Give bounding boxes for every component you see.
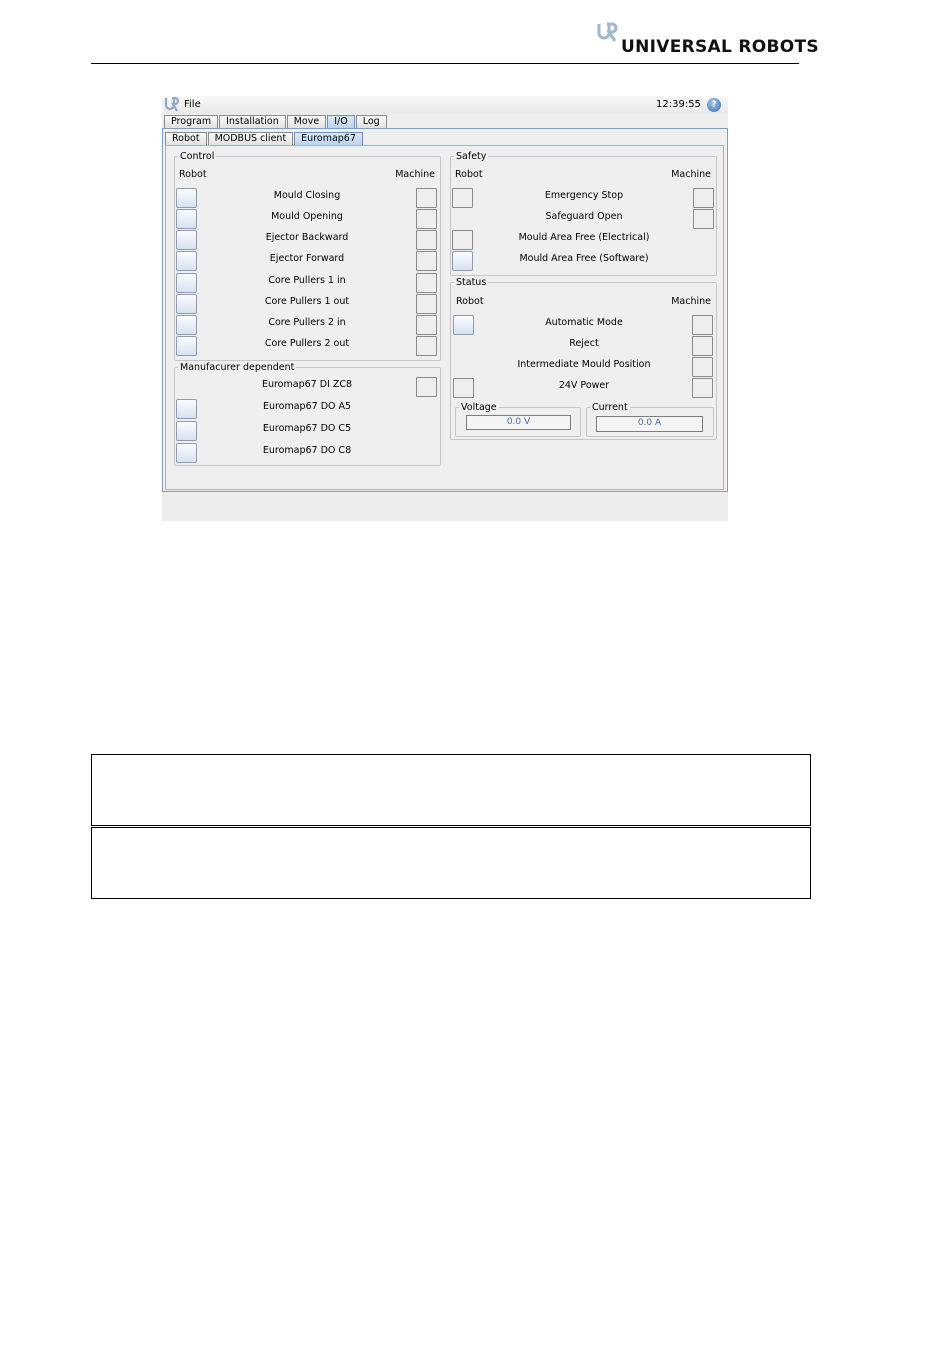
voltage-group bbox=[455, 402, 581, 437]
euromap67-panel bbox=[165, 145, 724, 490]
control-signal-label: Core Pullers 1 in bbox=[268, 275, 346, 286]
manufacturer-signal-label: Euromap67 DI ZC8 bbox=[261, 379, 353, 390]
current-value: 0.0 A bbox=[596, 416, 703, 432]
ur-logo-icon bbox=[597, 22, 619, 44]
safety-machine-header: Machine bbox=[671, 169, 711, 180]
mould-closing-machine-indicator bbox=[416, 188, 437, 208]
tab-modbus-client[interactable]: MODBUS client bbox=[208, 132, 294, 145]
footer-strip bbox=[162, 492, 728, 521]
control-title: Control bbox=[180, 151, 215, 162]
control-signal-label: Mould Closing bbox=[273, 190, 341, 201]
safety-signal-label: Safeguard Open bbox=[545, 211, 623, 222]
voltage-value: 0.0 V bbox=[466, 415, 571, 430]
safety-signal-label: Mould Area Free (Software) bbox=[519, 253, 649, 264]
manufacturer-signal-label: Euromap67 DO C5 bbox=[262, 423, 352, 434]
help-icon[interactable]: ? bbox=[707, 98, 721, 112]
control-signal-label: Core Pullers 2 out bbox=[264, 338, 350, 349]
control-signal-label: Mould Opening bbox=[271, 211, 343, 222]
control-signal-label: Ejector Forward bbox=[269, 253, 345, 264]
tab-installation[interactable]: Installation bbox=[219, 115, 286, 128]
clock: 12:39:55 bbox=[656, 99, 701, 110]
mould-opening-robot-button[interactable] bbox=[176, 209, 197, 229]
control-signal-label: Ejector Backward bbox=[265, 232, 349, 243]
24v-power-robot-indicator bbox=[453, 378, 474, 398]
tab-io[interactable]: I/O bbox=[327, 115, 354, 128]
core-pullers-2-out-robot-button[interactable] bbox=[176, 336, 197, 356]
automatic-mode-robot-button[interactable] bbox=[453, 315, 474, 335]
control-signal-label: Core Pullers 2 in bbox=[268, 317, 346, 328]
safety-title: Safety bbox=[456, 151, 487, 162]
safeguard-open-machine-indicator bbox=[693, 209, 714, 229]
safety-robot-header: Robot bbox=[455, 169, 483, 180]
do-c5-robot-button[interactable] bbox=[176, 421, 197, 441]
empty-box bbox=[91, 754, 811, 826]
brand-name: UNIVERSAL ROBOTS bbox=[621, 37, 819, 57]
core-pullers-2-in-robot-button[interactable] bbox=[176, 315, 197, 335]
manufacturer-signal-label: Euromap67 DO A5 bbox=[262, 401, 352, 412]
current-group bbox=[586, 402, 714, 437]
mould-area-electrical-robot-indicator bbox=[452, 230, 473, 250]
tab-program[interactable]: Program bbox=[164, 115, 218, 128]
tab-robot[interactable]: Robot bbox=[165, 132, 207, 145]
core-pullers-2-in-machine-indicator bbox=[416, 315, 437, 335]
core-pullers-1-in-machine-indicator bbox=[416, 273, 437, 293]
status-signal-label: Reject bbox=[569, 338, 599, 349]
ur-app-icon bbox=[164, 97, 180, 113]
file-menu[interactable]: File bbox=[184, 99, 201, 110]
polyscope-screenshot bbox=[162, 96, 728, 521]
header-rule bbox=[91, 63, 799, 64]
current-label: Current bbox=[592, 402, 628, 413]
voltage-label: Voltage bbox=[461, 402, 497, 413]
manufacturer-title: Manufacurer dependent bbox=[180, 362, 295, 373]
control-robot-header: Robot bbox=[179, 169, 207, 180]
mould-opening-machine-indicator bbox=[416, 209, 437, 229]
24v-power-machine-indicator bbox=[692, 378, 713, 398]
do-a5-robot-button[interactable] bbox=[176, 399, 197, 419]
status-title: Status bbox=[456, 277, 487, 288]
status-signal-label: Automatic Mode bbox=[545, 317, 623, 328]
ejector-forward-machine-indicator bbox=[416, 251, 437, 271]
core-pullers-1-out-robot-button[interactable] bbox=[176, 294, 197, 314]
status-signal-label: 24V Power bbox=[558, 380, 610, 391]
safety-signal-label: Mould Area Free (Electrical) bbox=[518, 232, 650, 243]
emergency-stop-robot-indicator bbox=[452, 188, 473, 208]
main-tabs bbox=[164, 115, 388, 128]
intermediate-position-machine-indicator bbox=[692, 357, 713, 377]
status-group bbox=[450, 277, 717, 440]
universal-robots-logo bbox=[597, 22, 819, 60]
control-machine-header: Machine bbox=[395, 169, 435, 180]
di-zc8-machine-indicator bbox=[416, 377, 437, 397]
empty-box bbox=[91, 827, 811, 899]
status-machine-header: Machine bbox=[671, 296, 711, 307]
status-robot-header: Robot bbox=[456, 296, 484, 307]
control-signal-label: Core Pullers 1 out bbox=[264, 296, 350, 307]
reject-machine-indicator bbox=[692, 336, 713, 356]
do-c8-robot-button[interactable] bbox=[176, 443, 197, 463]
status-signal-label: Intermediate Mould Position bbox=[517, 359, 651, 370]
ejector-backward-robot-button[interactable] bbox=[176, 230, 197, 250]
ejector-backward-machine-indicator bbox=[416, 230, 437, 250]
core-pullers-1-in-robot-button[interactable] bbox=[176, 273, 197, 293]
manufacturer-signal-label: Euromap67 DO C8 bbox=[262, 445, 352, 456]
mould-area-software-robot-button[interactable] bbox=[452, 251, 473, 271]
automatic-mode-machine-indicator bbox=[692, 315, 713, 335]
safety-group bbox=[450, 151, 717, 276]
mould-closing-robot-button[interactable] bbox=[176, 188, 197, 208]
safety-signal-label: Emergency Stop bbox=[544, 190, 624, 201]
manufacturer-group bbox=[174, 362, 441, 466]
core-pullers-1-out-machine-indicator bbox=[416, 294, 437, 314]
menu-bar bbox=[162, 96, 728, 114]
tab-move[interactable]: Move bbox=[287, 115, 326, 128]
ejector-forward-robot-button[interactable] bbox=[176, 251, 197, 271]
tab-euromap67[interactable]: Euromap67 bbox=[294, 132, 363, 145]
io-sub-tabs bbox=[165, 132, 364, 145]
emergency-stop-machine-indicator bbox=[693, 188, 714, 208]
control-group bbox=[174, 151, 441, 361]
core-pullers-2-out-machine-indicator bbox=[416, 336, 437, 356]
tab-log[interactable]: Log bbox=[356, 115, 387, 128]
